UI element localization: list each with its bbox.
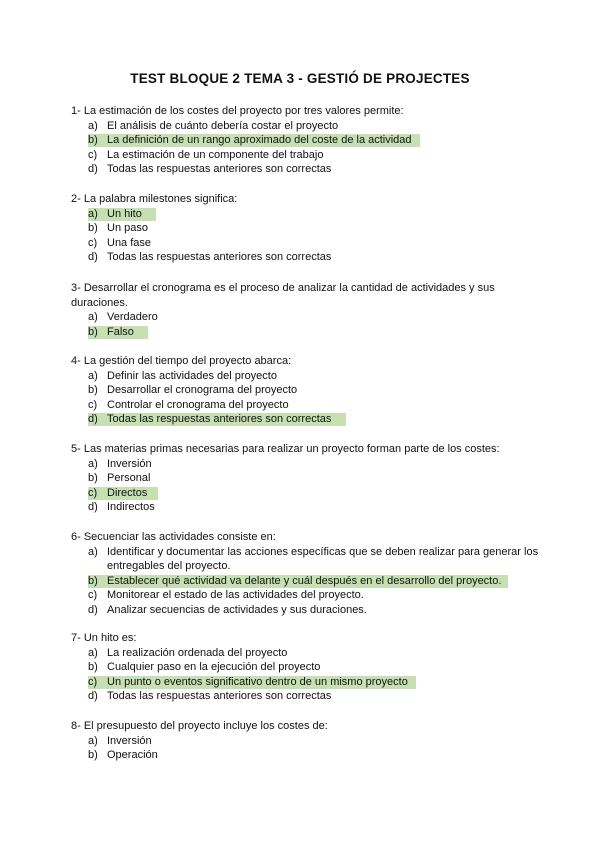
option-correct (71, 574, 541, 589)
option (71, 250, 541, 265)
question-5 (71, 442, 541, 515)
question-text: 8- El presupuesto del proyecto incluye los costes de: (71, 720, 328, 732)
option (71, 588, 541, 603)
option-correct (71, 486, 541, 501)
option-text: Operación (107, 749, 158, 761)
option (71, 457, 541, 472)
option-text: Todas las respuestas anteriores son correctas (107, 690, 332, 702)
option-marker: b) (88, 749, 98, 761)
option-marker: b) (88, 134, 98, 146)
option-text: El análisis de cuánto debería costar el proyecto (107, 119, 339, 132)
option (71, 310, 541, 325)
option-text: Falso (107, 325, 134, 338)
option-text: Establecer qué actividad va delante y cuál después en el desarrollo del proyecto. (107, 574, 502, 587)
option-marker: d) (88, 603, 98, 616)
question-text: 2- La palabra milestones significa: (71, 193, 238, 205)
option (71, 236, 541, 251)
option-text: La definición de un rango aproximado del coste de la actividad (107, 134, 412, 146)
option-marker: b) (88, 472, 98, 484)
question-text: 7- Un hito es: (71, 632, 137, 644)
option (71, 646, 541, 661)
option-text: Todas las respuestas anteriores son correctas (107, 251, 332, 263)
option-marker: d) (88, 413, 98, 425)
option-marker: d) (88, 690, 98, 702)
option-marker: a) (88, 545, 98, 558)
option (71, 148, 541, 163)
option (71, 383, 541, 398)
option-marker: c) (88, 589, 98, 601)
option-text: La estimación de un componente del trabajo (107, 148, 324, 161)
question-text: 4- La gestión del tiempo del proyecto abarca: (71, 355, 292, 367)
question-1 (71, 104, 541, 177)
option-text: La realización ordenada del proyecto (107, 646, 288, 659)
option (71, 545, 541, 574)
question-7 (71, 631, 541, 704)
option (71, 162, 541, 177)
option (71, 603, 541, 618)
option-text: Personal (107, 472, 151, 484)
option-correct (71, 207, 541, 222)
question-2 (71, 192, 541, 265)
option-text: Un paso (107, 222, 148, 234)
question-text: 5- Las materias primas necesarias para realizar un proyecto forman parte de los costes: (71, 443, 500, 455)
option-text: Un hito (107, 207, 142, 220)
option-marker: b) (88, 384, 98, 396)
option-correct (71, 325, 541, 340)
option-correct (71, 412, 541, 427)
option-marker: a) (88, 369, 98, 382)
option-marker: a) (88, 646, 98, 659)
option-text: Un punto o eventos significativo dentro de un mismo proyecto (107, 675, 408, 688)
option-text: Inversión (107, 457, 152, 470)
option-text: Verdadero (107, 311, 158, 323)
option (71, 221, 541, 236)
option-text: Inversión (107, 734, 152, 747)
option-correct (71, 133, 541, 148)
option (71, 500, 541, 515)
option-text: Indirectos (107, 501, 155, 513)
document-title: TEST BLOQUE 2 TEMA 3 - GESTIÓ DE PROJECTES (130, 71, 470, 86)
option-text: Todas las respuestas anteriores son correctas (107, 413, 332, 425)
option-marker: a) (88, 207, 98, 220)
option (71, 689, 541, 704)
option (71, 660, 541, 675)
option-marker: b) (88, 661, 98, 673)
option-marker: b) (88, 325, 98, 338)
option-text: Controlar el cronograma del proyecto (107, 398, 289, 411)
option-marker: a) (88, 119, 98, 132)
option-marker: b) (88, 574, 98, 587)
option-marker: c) (88, 486, 98, 499)
option (71, 748, 541, 763)
option-marker: a) (88, 311, 98, 323)
option-marker: b) (88, 222, 98, 234)
question-text: 1- La estimación de los costes del proyecto por tres valores permite: (71, 105, 404, 117)
option (71, 369, 541, 384)
question-4 (71, 354, 541, 427)
option-text: Directos (107, 486, 148, 499)
option-text: Monitorear el estado de las actividades del proyecto. (107, 589, 364, 601)
option-marker: a) (88, 457, 98, 470)
question-6 (71, 530, 541, 617)
option-text: Identificar y documentar las acciones específicas que se deben realizar para generar los entregables del proyecto. (107, 545, 539, 572)
question-text: 3- Desarrollar el cronograma es el proceso de analizar la cantidad de actividades y sus duraciones. (71, 282, 495, 309)
option (71, 734, 541, 749)
option-text: Definir las actividades del proyecto (107, 369, 277, 382)
option-marker: d) (88, 251, 98, 263)
option-text: Una fase (107, 236, 152, 249)
question-3 (71, 281, 541, 339)
option (71, 398, 541, 413)
option-marker: c) (88, 148, 98, 161)
option-marker: c) (88, 398, 98, 411)
option-text: Todas las respuestas anteriores son correctas (107, 163, 332, 175)
option (71, 119, 541, 134)
option-correct (71, 675, 541, 690)
option-marker: c) (88, 236, 98, 249)
option-marker: a) (88, 734, 98, 747)
option (71, 471, 541, 486)
question-8 (71, 719, 541, 763)
question-text: 6- Secuenciar las actividades consiste en: (71, 531, 276, 543)
option-marker: d) (88, 501, 98, 513)
option-marker: d) (88, 163, 98, 175)
option-text: Cualquier paso en la ejecución del proyecto (107, 661, 321, 673)
option-marker: c) (88, 675, 98, 688)
option-text: Analizar secuencias de actividades y sus duraciones. (107, 603, 367, 616)
option-text: Desarrollar el cronograma del proyecto (107, 384, 298, 396)
